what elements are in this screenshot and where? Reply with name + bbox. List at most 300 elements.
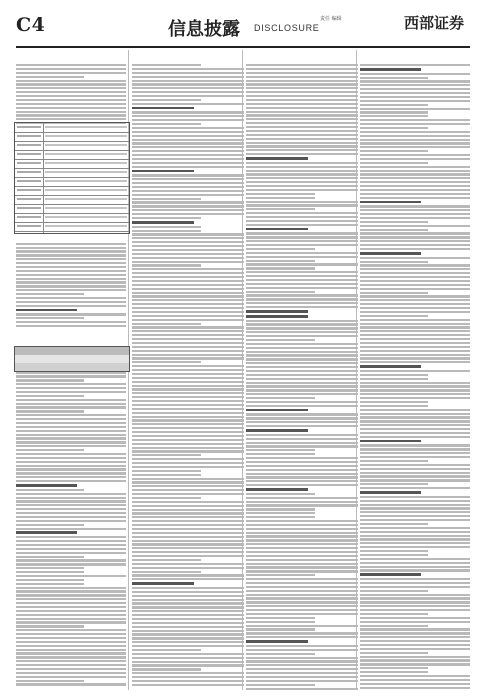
- text-line: [360, 378, 428, 380]
- text-line: [132, 357, 244, 359]
- text-line: [132, 377, 244, 379]
- text-line: [360, 299, 470, 301]
- text-line: [16, 645, 126, 647]
- text-line: [246, 153, 358, 155]
- table-cell: [17, 153, 41, 155]
- text-line: [246, 315, 308, 318]
- table-row: [15, 222, 129, 232]
- text-line: [132, 470, 201, 472]
- text-line: [246, 409, 308, 412]
- column-3-text: [246, 64, 358, 690]
- text-line: [360, 472, 470, 474]
- text-line: [360, 586, 470, 588]
- text-line: [360, 181, 470, 183]
- text-line: [132, 311, 244, 313]
- text-line: [360, 621, 470, 623]
- text-line: [132, 404, 244, 406]
- text-line: [16, 468, 126, 470]
- text-line: [132, 221, 194, 224]
- text-line: [360, 115, 428, 117]
- text-line: [360, 409, 470, 411]
- text-line: [246, 664, 358, 666]
- text-line: [132, 497, 201, 499]
- text-line: [132, 626, 244, 628]
- text-line: [360, 656, 470, 658]
- text-line: [132, 174, 244, 176]
- text-line: [132, 319, 244, 321]
- text-line: [16, 441, 126, 443]
- text-line: [246, 393, 358, 395]
- text-line: [360, 397, 470, 399]
- text-line: [16, 610, 126, 612]
- text-line: [246, 189, 358, 191]
- text-line: [132, 571, 201, 573]
- text-line: [360, 73, 470, 75]
- text-line: [246, 488, 308, 491]
- text-line: [16, 516, 126, 518]
- text-line: [246, 267, 315, 269]
- text-line: [16, 563, 126, 565]
- text-line: [16, 668, 126, 670]
- text-line: [132, 119, 244, 121]
- text-line: [360, 209, 470, 211]
- text-line: [360, 413, 470, 415]
- text-line: [360, 80, 470, 82]
- text-line: [16, 293, 84, 295]
- text-line: [360, 605, 470, 607]
- text-line: [16, 461, 126, 463]
- text-line: [16, 414, 126, 416]
- text-line: [246, 130, 358, 132]
- table-cell: [45, 135, 127, 137]
- text-line: [16, 103, 126, 105]
- text-line: [132, 547, 244, 549]
- text-line: [360, 232, 470, 234]
- text-line: [132, 435, 244, 437]
- text-line: [360, 590, 428, 592]
- text-column-2: [132, 50, 244, 690]
- text-line: [360, 342, 470, 344]
- text-line: [246, 401, 358, 403]
- text-line: [360, 628, 470, 630]
- text-line: [360, 652, 428, 654]
- text-line: [246, 347, 358, 349]
- table-cell: [17, 225, 41, 227]
- text-line: [360, 636, 470, 638]
- text-line: [132, 516, 244, 518]
- text-line: [132, 127, 244, 129]
- text-line: [132, 633, 244, 635]
- text-line: [246, 91, 358, 93]
- text-line: [16, 476, 126, 478]
- text-line: [360, 229, 428, 231]
- text-line: [360, 504, 470, 506]
- text-line: [132, 427, 244, 429]
- text-line: [16, 504, 126, 506]
- text-line: [360, 491, 421, 494]
- text-line: [246, 628, 315, 630]
- text-line: [360, 625, 428, 627]
- text-line: [16, 556, 84, 558]
- text-line: [360, 77, 428, 79]
- text-line: [132, 303, 244, 305]
- text-line: [360, 496, 470, 498]
- text-line: [132, 330, 244, 332]
- text-line: [246, 385, 358, 387]
- text-line: [246, 240, 358, 242]
- text-line: [246, 563, 358, 565]
- text-line: [360, 240, 470, 242]
- section-title: 信息披露: [168, 19, 240, 40]
- text-line: [246, 103, 358, 105]
- text-line: [360, 683, 470, 685]
- text-line: [132, 462, 244, 464]
- text-line: [360, 671, 428, 673]
- text-line: [16, 285, 126, 287]
- text-line: [246, 497, 358, 499]
- text-line: [360, 648, 470, 650]
- text-line: [16, 76, 84, 78]
- text-line: [132, 131, 244, 133]
- text-line: [16, 262, 126, 264]
- text-line: [360, 456, 470, 458]
- text-line: [360, 303, 470, 305]
- text-line: [360, 154, 470, 156]
- text-line: [246, 672, 358, 674]
- page-number: C4: [16, 14, 46, 36]
- text-line: [246, 445, 358, 447]
- text-line: [246, 72, 358, 74]
- text-line: [246, 248, 315, 250]
- text-line: [246, 657, 358, 659]
- text-line: [246, 87, 358, 89]
- text-line: [360, 96, 470, 98]
- text-line: [360, 100, 470, 102]
- text-line: [16, 656, 126, 658]
- text-line: [132, 599, 244, 601]
- text-line: [246, 134, 358, 136]
- text-line: [132, 87, 244, 89]
- text-line: [16, 281, 126, 283]
- text-line: [132, 447, 244, 449]
- text-line: [246, 181, 358, 183]
- summary-table-header: [15, 347, 129, 355]
- text-line: [246, 586, 358, 588]
- page-header: [16, 8, 470, 48]
- text-line: [360, 464, 470, 466]
- text-line: [360, 177, 470, 179]
- text-line: [132, 657, 244, 659]
- text-line: [246, 370, 358, 372]
- text-line: [132, 458, 244, 460]
- text-line: [360, 292, 428, 294]
- text-line: [246, 382, 358, 384]
- text-line: [132, 520, 244, 522]
- text-line: [246, 653, 315, 655]
- text-line: [360, 632, 470, 634]
- text-line: [246, 493, 315, 495]
- text-line: [16, 583, 84, 585]
- text-line: [360, 185, 470, 187]
- text-line: [132, 91, 244, 93]
- text-line: [360, 280, 470, 282]
- text-line: [16, 111, 126, 113]
- text-line: [132, 493, 244, 495]
- text-line: [360, 346, 470, 348]
- text-line: [246, 528, 358, 530]
- text-line: [360, 252, 421, 255]
- text-line: [246, 504, 358, 506]
- text-line: [132, 95, 244, 97]
- text-line: [360, 213, 470, 215]
- text-line: [132, 326, 244, 328]
- text-line: [360, 554, 428, 556]
- text-line: [246, 149, 358, 151]
- text-line: [246, 645, 358, 647]
- text-line: [360, 311, 470, 313]
- text-line: [16, 379, 84, 381]
- text-line: [246, 442, 358, 444]
- text-line: [132, 272, 244, 274]
- text-line: [132, 280, 244, 282]
- text-line: [360, 569, 470, 571]
- text-line: [246, 434, 358, 436]
- text-line: [360, 217, 470, 219]
- text-line: [16, 649, 126, 651]
- text-line: [360, 244, 470, 246]
- text-line: [132, 563, 244, 565]
- text-line: [246, 287, 358, 289]
- text-line: [360, 319, 470, 321]
- text-line: [132, 230, 201, 232]
- text-line: [360, 284, 470, 286]
- text-line: [132, 381, 244, 383]
- text-line: [132, 439, 244, 441]
- text-line: [360, 609, 470, 611]
- text-line: [16, 552, 126, 554]
- text-line: [132, 72, 244, 74]
- text-line: [246, 480, 358, 482]
- text-line: [360, 64, 470, 66]
- text-line: [132, 578, 244, 580]
- text-line: [132, 419, 244, 421]
- text-line: [360, 420, 470, 422]
- text-line: [360, 135, 470, 137]
- text-line: [132, 450, 244, 452]
- text-line: [16, 606, 126, 608]
- text-line: [360, 550, 428, 552]
- text-line: [246, 389, 358, 391]
- text-line: [132, 661, 244, 663]
- text-line: [360, 613, 428, 615]
- text-line: [132, 385, 244, 387]
- text-line: [132, 618, 244, 620]
- text-line: [16, 64, 126, 66]
- text-line: [16, 672, 126, 674]
- text-line: [360, 487, 470, 489]
- text-line: [246, 613, 358, 615]
- text-line: [246, 469, 358, 471]
- text-line: [246, 99, 358, 101]
- text-line: [246, 228, 308, 231]
- text-line: [246, 177, 358, 179]
- text-line: [360, 594, 470, 596]
- text-line: [246, 331, 358, 333]
- text-line: [360, 330, 470, 332]
- text-line: [246, 122, 358, 124]
- text-line: [132, 485, 244, 487]
- text-line: [246, 114, 358, 116]
- text-line: [16, 445, 126, 447]
- text-line: [360, 382, 470, 384]
- text-line: [16, 430, 126, 432]
- text-line: [16, 83, 126, 85]
- text-line: [132, 416, 244, 418]
- text-line: [16, 99, 126, 101]
- text-line: [246, 425, 358, 427]
- text-line: [246, 68, 358, 70]
- text-line: [246, 578, 358, 580]
- text-line: [132, 135, 244, 137]
- text-line: [246, 64, 358, 66]
- text-line: [246, 438, 358, 440]
- text-line: [16, 472, 126, 474]
- text-line: [132, 103, 244, 105]
- text-line: [360, 268, 470, 270]
- text-line: [360, 357, 470, 359]
- text-line: [132, 284, 244, 286]
- text-line: [360, 448, 470, 450]
- text-line: [360, 424, 470, 426]
- text-line: [132, 139, 244, 141]
- text-line: [16, 114, 126, 116]
- text-line: [16, 254, 126, 256]
- text-line: [360, 416, 470, 418]
- text-line: [360, 562, 470, 564]
- text-line: [360, 374, 428, 376]
- text-line: [132, 676, 244, 678]
- text-line: [360, 659, 470, 661]
- text-line: [16, 497, 126, 499]
- text-line: [246, 339, 315, 341]
- text-line: [360, 108, 470, 110]
- text-line: [132, 190, 244, 192]
- text-line: [246, 362, 358, 364]
- text-line: [360, 88, 470, 90]
- text-line: [246, 570, 358, 572]
- text-line: [246, 597, 358, 599]
- text-line: [246, 275, 358, 277]
- text-line: [246, 212, 358, 214]
- text-line: [360, 288, 470, 290]
- section-subtitle: DISCLOSURE: [254, 23, 320, 33]
- text-line: [246, 594, 358, 596]
- text-line: [246, 279, 358, 281]
- text-line: [360, 542, 470, 544]
- text-line: [360, 500, 470, 502]
- text-line: [16, 540, 126, 542]
- text-line: [132, 233, 244, 235]
- text-line: [360, 405, 428, 407]
- text-line: [360, 640, 470, 642]
- text-line: [16, 637, 126, 639]
- text-line: [246, 358, 358, 360]
- text-line: [246, 126, 358, 128]
- text-line: [16, 449, 84, 451]
- text-line: [246, 256, 358, 258]
- text-line: [360, 578, 470, 580]
- text-line: [360, 261, 428, 263]
- text-line: [360, 119, 470, 121]
- text-line: [246, 476, 358, 478]
- text-line: [246, 532, 358, 534]
- text-line: [16, 559, 126, 561]
- text-line: [246, 138, 358, 140]
- text-line: [132, 166, 244, 168]
- text-line: [246, 484, 358, 486]
- text-line: [132, 346, 244, 348]
- text-line: [360, 527, 470, 529]
- text-line: [360, 663, 470, 665]
- text-line: [246, 417, 358, 419]
- text-line: [246, 216, 358, 218]
- text-line: [132, 587, 244, 589]
- summary-table: [14, 346, 130, 372]
- text-line: [360, 389, 470, 391]
- text-line: [246, 173, 358, 175]
- text-line: [16, 484, 77, 487]
- text-line: [132, 292, 244, 294]
- text-line: [132, 315, 244, 317]
- text-line: [132, 154, 244, 156]
- text-line: [360, 189, 470, 191]
- text-line: [132, 536, 244, 538]
- table-cell: [45, 126, 127, 128]
- text-line: [360, 679, 470, 681]
- text-line: [246, 535, 358, 537]
- text-line: [246, 298, 358, 300]
- text-line: [132, 76, 244, 78]
- text-line: [16, 80, 126, 82]
- text-line: [246, 539, 358, 541]
- text-line: [246, 220, 358, 222]
- text-line: [16, 548, 126, 550]
- text-line: [16, 305, 126, 307]
- text-line: [360, 123, 470, 125]
- text-line: [16, 309, 77, 312]
- text-line: [132, 478, 244, 480]
- text-line: [132, 408, 244, 410]
- text-line: [16, 618, 126, 620]
- text-line: [16, 633, 126, 635]
- text-line: [132, 150, 244, 152]
- text-line: [360, 323, 470, 325]
- text-line: [16, 383, 126, 385]
- text-line: [246, 193, 315, 195]
- table-cell: [17, 162, 41, 164]
- text-line: [246, 649, 358, 651]
- text-line: [132, 276, 244, 278]
- text-line: [132, 249, 244, 251]
- table-cell: [45, 198, 127, 200]
- text-line: [246, 636, 358, 638]
- text-line: [246, 185, 358, 187]
- text-line: [246, 405, 358, 407]
- text-line: [246, 605, 358, 607]
- text-line: [360, 507, 470, 509]
- text-line: [360, 84, 470, 86]
- text-line: [16, 680, 84, 682]
